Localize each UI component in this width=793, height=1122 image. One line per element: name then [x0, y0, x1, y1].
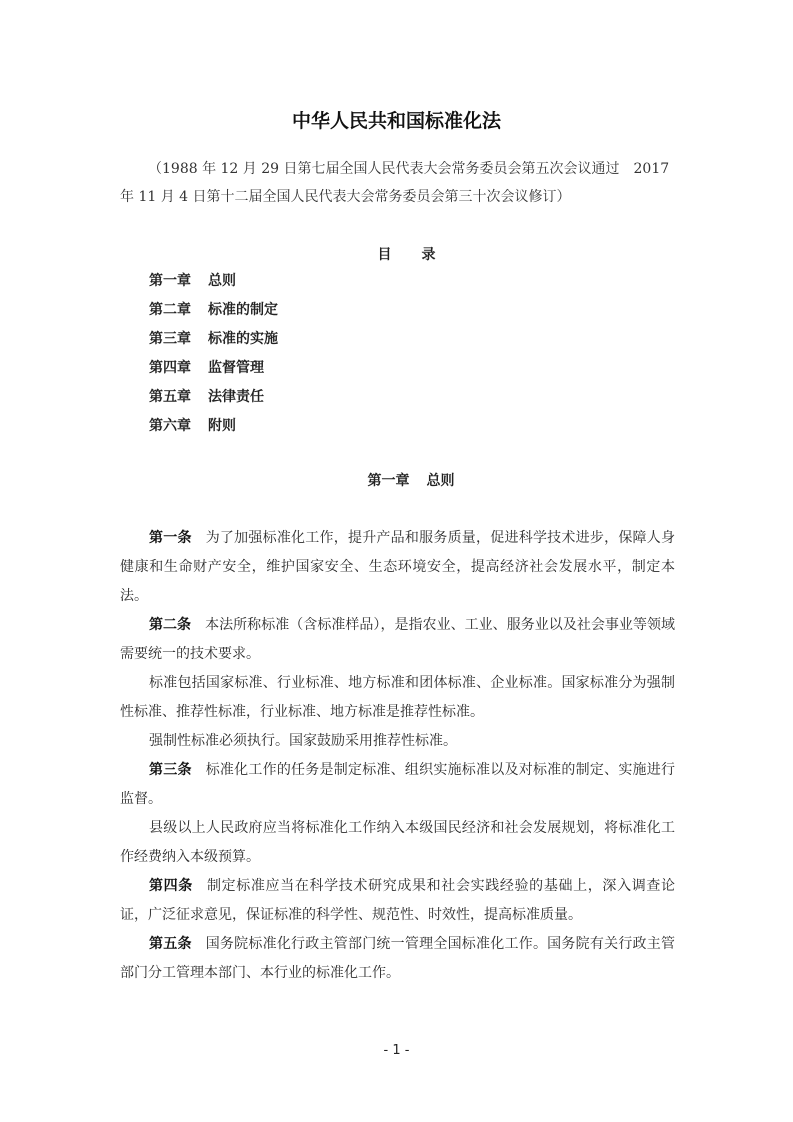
chapter-title: 总则 — [426, 473, 455, 489]
toc-item-number: 第五章 — [149, 389, 191, 405]
toc-item-number: 第一章 — [149, 273, 191, 289]
toc-item[interactable] — [149, 267, 278, 296]
toc-heading — [0, 244, 793, 264]
paragraph-text: 制定标准应当在科学技术研究成果和社会实践经验的基础上，深入调查论证，广泛征求意见，保证标准的科学性、规范性、时效性，提高标准质量。 — [120, 878, 676, 923]
article-paragraph — [120, 611, 675, 669]
toc-item-title: 标准的制定 — [208, 302, 278, 318]
toc-item-title: 监督管理 — [208, 360, 264, 376]
toc-item-number: 第二章 — [149, 302, 191, 318]
paragraph-text: 强制性标准必须执行。国家鼓励采用推荐性标准。 — [149, 733, 457, 749]
paragraph-text: 标准化工作的任务是制定标准、组织实施标准以及对标准的制定、实施进行监督。 — [120, 762, 675, 807]
toc-item-title: 附则 — [208, 418, 236, 434]
paragraph-text: 为了加强标准化工作，提升产品和服务质量，促进科学技术进步，保障人身健康和生命财产安全，维护国家安全、生态环境安全，提高经济社会发展水平，制定本法。 — [120, 530, 675, 604]
document-subtitle: （1988 年 12 月 29 日第七届全国人民代表大会常务委员会第五次会议通过 2017 年 11 月 4 日第十二届全国人民代表大会常务委员会第三十次会议修订） — [120, 161, 670, 205]
paragraph-text: 国务院标准化行政主管部门统一管理全国标准化工作。国务院有关行政主管部门分工管理本部门、本行业的标准化工作。 — [120, 936, 675, 981]
article-number: 第三条 — [149, 762, 192, 778]
paragraph-text: 县级以上人民政府应当将标准化工作纳入本级国民经济和社会发展规划，将标准化工作经费纳入本级预算。 — [120, 820, 675, 865]
article-paragraph — [120, 756, 675, 814]
paragraph — [120, 727, 675, 756]
paragraph-text: 标准包括国家标准、行业标准、地方标准和团体标准、企业标准。国家标准分为强制性标准、推荐性标准，行业标准、地方标准是推荐性标准。 — [120, 675, 675, 720]
toc-item-number: 第六章 — [149, 418, 191, 434]
toc-item-number: 第四章 — [149, 360, 191, 376]
toc-item[interactable] — [149, 325, 278, 354]
chapter-heading — [0, 470, 793, 490]
paragraph — [120, 669, 675, 727]
toc-item-number: 第三章 — [149, 331, 191, 347]
toc-item-title: 总则 — [208, 273, 236, 289]
article-number: 第二条 — [149, 617, 192, 633]
paragraph-text: 本法所称标准（含标准样品），是指农业、工业、服务业以及社会事业等领域需要统一的技术要求。 — [120, 617, 676, 662]
paragraph — [120, 814, 675, 872]
toc-heading-left: 目 — [377, 247, 392, 263]
toc-item-title: 法律责任 — [208, 389, 264, 405]
article-number: 第五条 — [149, 936, 192, 952]
toc-item[interactable] — [149, 296, 278, 325]
article-number: 第四条 — [149, 878, 193, 894]
toc-item[interactable] — [149, 412, 278, 441]
chapter-body — [120, 524, 675, 988]
page-number: - 1 - — [383, 1043, 410, 1058]
article-number: 第一条 — [149, 530, 192, 546]
article-paragraph — [120, 872, 675, 930]
chapter-number: 第一章 — [367, 473, 410, 489]
table-of-contents — [149, 267, 278, 441]
article-paragraph — [120, 930, 675, 988]
article-paragraph — [120, 524, 675, 611]
toc-heading-right: 录 — [421, 247, 436, 263]
toc-item[interactable] — [149, 354, 278, 383]
toc-item[interactable] — [149, 383, 278, 412]
document-title: 中华人民共和国标准化法 — [291, 110, 501, 132]
toc-item-title: 标准的实施 — [208, 331, 278, 347]
